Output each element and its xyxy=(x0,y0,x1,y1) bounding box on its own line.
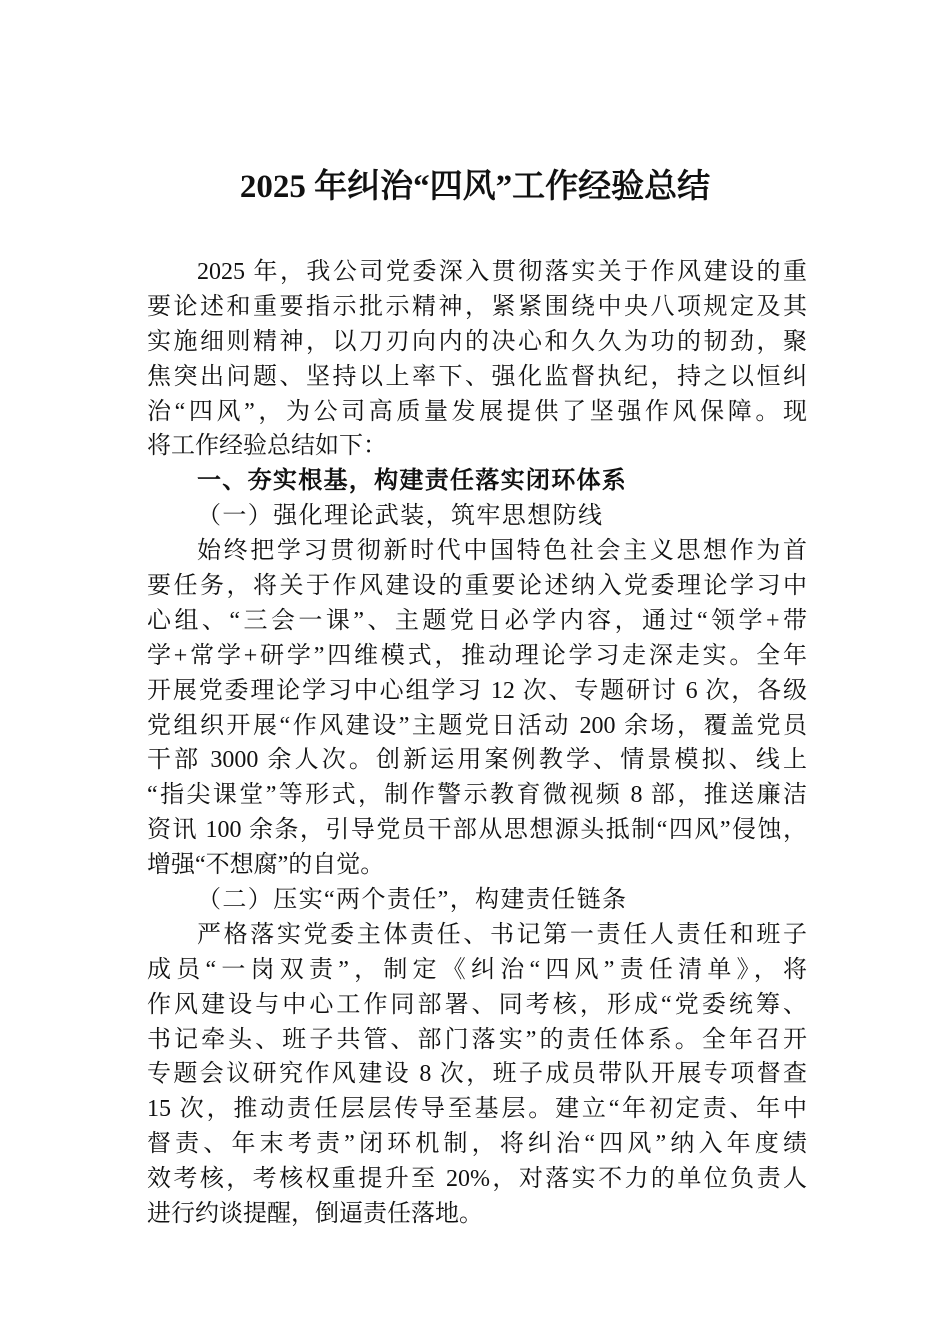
paragraph-line: 作风建设与中心工作同部署、同考核，形成“党委统筹、 xyxy=(147,991,807,1018)
paragraph-line: 开展党委理论学习中心组学习 12 次、专题研讨 6 次，各级 xyxy=(147,677,807,704)
paragraph-line: 要论述和重要指示批示精神，紧紧围绕中央八项规定及其 xyxy=(147,293,807,320)
section-heading: 一、夯实根基，构建责任落实闭环体系 xyxy=(197,467,628,495)
paragraph-line: 心组、“三会一课”、主题党日必学内容，通过“领学+带 xyxy=(147,607,807,634)
paragraph-line: 始终把学习贯彻新时代中国特色社会主义思想作为首 xyxy=(197,538,807,565)
paragraph-line: 严格落实党委主体责任、书记第一责任人责任和班子 xyxy=(197,921,807,948)
paragraph-line: 焦突出问题、坚持以上率下、强化监督执纪，持之以恒纠 xyxy=(147,363,807,390)
theory-study-paragraph xyxy=(147,534,807,883)
paragraph-line: 15 次，推动责任层层传导至基层。建立“年初定责、年中 xyxy=(147,1096,807,1123)
paragraph-line: 成员“一岗双责”，制定《纠治“四风”责任清单》，将 xyxy=(147,956,807,983)
paragraph-line: 干部 3000 余人次。创新运用案例教学、情景模拟、线上 xyxy=(147,747,807,774)
paragraph-line: 效考核，考核权重提升至 20%，对落实不力的单位负责人 xyxy=(147,1166,807,1193)
paragraph-line: 党组织开展“作风建设”主题党日活动 200 余场，覆盖党员 xyxy=(147,712,807,739)
paragraph-line: 资讯 100 余条，引导党员干部从思想源头抵制“四风”侵蚀， xyxy=(147,817,807,844)
page-title: 2025 年纠治“四风”工作经验总结 xyxy=(239,169,711,205)
subsection-heading: （二）压实“两个责任”，构建责任链条 xyxy=(197,887,628,914)
paragraph-line: 将工作经验总结如下： xyxy=(147,433,387,460)
paragraph-line: 要任务，将关于作风建设的重要论述纳入党委理论学习中 xyxy=(147,573,807,600)
paragraph-line: 进行约谈提醒，倒逼责任落地。 xyxy=(147,1201,483,1228)
responsibility-paragraph xyxy=(147,918,807,1232)
paragraph-line: 督责、年末考责”闭环机制，将纠治“四风”纳入年度绩 xyxy=(147,1131,807,1158)
paragraph-line: 增强“不想腐”的自觉。 xyxy=(147,852,385,879)
document-body xyxy=(147,255,807,1232)
paragraph-line: 书记牵头、班子共管、部门落实”的责任体系。全年召开 xyxy=(147,1026,807,1053)
paragraph-line: 实施细则精神，以刀刃向内的决心和久久为功的韧劲，聚 xyxy=(147,328,807,355)
paragraph-line: 2025 年，我公司党委深入贯彻落实关于作风建设的重 xyxy=(197,259,807,285)
paragraph-line: 专题会议研究作风建设 8 次，班子成员带队开展专项督查 xyxy=(147,1061,807,1088)
intro-paragraph xyxy=(147,255,807,464)
paragraph-line: 学+常学+研学”四维模式，推动理论学习走深走实。全年 xyxy=(147,642,807,669)
subsection-heading: （一）强化理论武装，筑牢思想防线 xyxy=(197,503,604,530)
paragraph-line: “指尖课堂”等形式，制作警示教育微视频 8 部，推送廉洁 xyxy=(147,782,807,809)
paragraph-line: 治“四风”，为公司高质量发展提供了坚强作风保障。现 xyxy=(147,398,807,425)
